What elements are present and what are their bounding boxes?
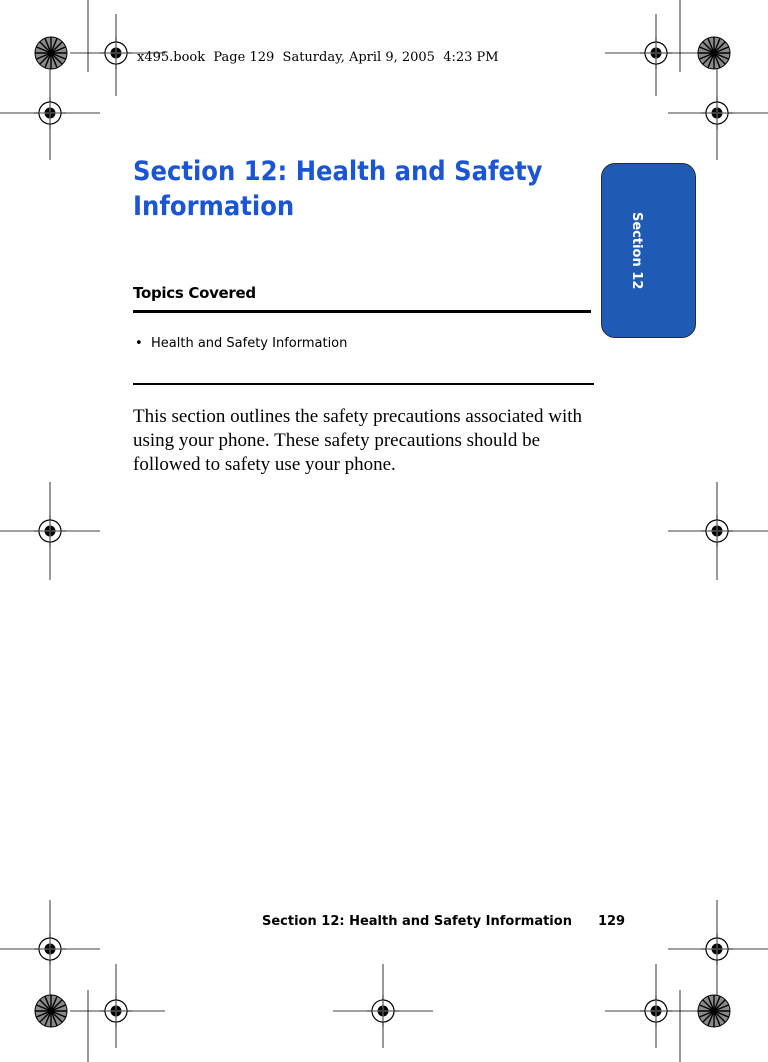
registration-mark-icon <box>701 933 733 965</box>
print-slug: x495.book Page 129 Saturday, April 9, 2005 4:23 PM <box>137 50 499 65</box>
intro-paragraph: This section outlines the safety precautions associated with using your phone. These safety precautions should be followed to safety use your phone. <box>133 406 583 475</box>
section-tab-label: Section 12 <box>629 212 644 290</box>
star-target-icon <box>698 995 730 1027</box>
registration-mark-icon <box>640 995 672 1027</box>
topics-heading: Topics Covered <box>133 284 256 302</box>
registration-mark-icon <box>640 37 672 69</box>
registration-mark-icon <box>100 995 132 1027</box>
heading-rule <box>133 310 591 313</box>
page-title: Section 12: Health and Safety Information <box>133 156 543 222</box>
registration-mark-icon <box>34 515 66 547</box>
topic-label: Health and Safety Information <box>151 336 348 351</box>
star-target-icon <box>698 37 730 69</box>
topics-list <box>135 336 347 351</box>
star-target-icon <box>35 37 67 69</box>
registration-mark-icon <box>34 933 66 965</box>
registration-mark-icon <box>701 97 733 129</box>
bullet-icon: • <box>135 336 143 351</box>
page-number: 129 <box>597 914 626 929</box>
list-item <box>135 336 347 351</box>
registration-mark-icon <box>701 515 733 547</box>
section-divider <box>133 383 594 385</box>
section-tab <box>601 163 696 338</box>
registration-mark-icon <box>367 995 399 1027</box>
registration-mark-icon <box>100 37 132 69</box>
star-target-icon <box>35 995 67 1027</box>
page-footer <box>262 914 625 929</box>
registration-mark-icon <box>34 97 66 129</box>
running-title: Section 12: Health and Safety Information <box>262 914 572 929</box>
